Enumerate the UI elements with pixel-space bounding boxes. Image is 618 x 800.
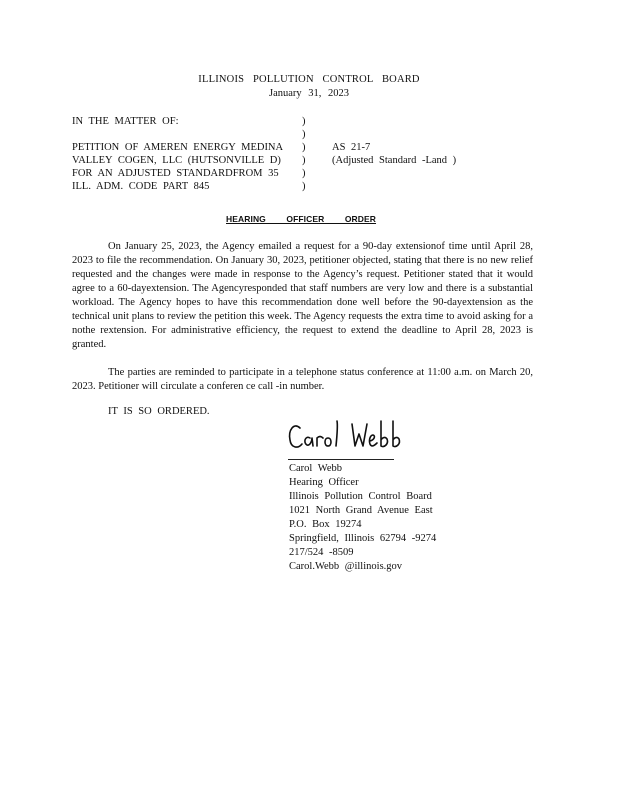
signer-po-box: P.O. Box 19274 <box>289 519 362 530</box>
caption-line: ILL. ADM. CODE PART 845 <box>72 181 210 192</box>
caption-paren: ) <box>302 142 306 153</box>
caption-paren: ) <box>302 181 306 192</box>
caption-right-line <box>332 180 512 193</box>
order-paragraph-2: The parties are reminded to participate in a telephone status conference at 11:00 a.m. on March 20, 2023. Petitioner will circulate a conferen ce call -in number. <box>72 367 533 392</box>
signature-block <box>289 462 489 574</box>
caption-right-line <box>332 167 512 180</box>
order-title: HEARING OFFICER ORDER <box>226 214 377 224</box>
document-date: January 31, 2023 <box>268 88 350 99</box>
case-type: (Adjusted Standard -Land ) <box>332 155 457 166</box>
caption-paren: ) <box>302 168 306 179</box>
case-caption-right <box>332 115 512 193</box>
order-paragraph-1: On January 25, 2023, the Agency emailed a request for a 90-day extensionof time until April 28, 2023 to file the recommendation. On January 30, 2023, petitioner objected, stating that there is no new relief requested and the changes were made in response to the Agency’s request. Petitioner stated that it would agree to a 60-dayextension. The Agencyresponded that staff numbers are very low and there is a substantial workload. The Agency hopes to have this recommendation done well before the 90-dayextension as the technical unit plans to review the petition this week. The Agency requests the extra time to avoid asking for a nothe rextension. For administrative efficiency, the request to extend the deadline to April 28, 2023 is granted. <box>72 241 533 350</box>
so-ordered: IT IS SO ORDERED. <box>108 406 210 417</box>
caption-line: VALLEY COGEN, LLC (HUTSONVILLE D) <box>72 155 281 166</box>
case-number: AS 21-7 <box>332 142 371 153</box>
caption-parentheses <box>302 115 312 193</box>
signer-organization: Illinois Pollution Control Board <box>289 491 432 502</box>
handwritten-signature <box>286 418 416 458</box>
signer-phone: 217/524 -8509 <box>289 547 354 558</box>
signature-line <box>288 459 394 460</box>
caption-line: FOR AN ADJUSTED STANDARDFROM 35 <box>72 168 279 179</box>
signer-email: Carol.Webb @illinois.gov <box>289 561 403 572</box>
signer-city: Springfield, Illinois 62794 -9274 <box>289 533 437 544</box>
caption-line: IN THE MATTER OF: <box>72 116 179 127</box>
caption-paren: ) <box>302 116 306 127</box>
caption-line: PETITION OF AMEREN ENERGY MEDINA <box>72 142 284 153</box>
case-caption-left <box>72 115 302 193</box>
caption-right-line <box>332 128 512 141</box>
signer-name: Carol Webb <box>289 463 342 474</box>
caption-paren: ) <box>302 129 306 140</box>
signer-street: 1021 North Grand Avenue East <box>289 505 433 516</box>
signer-title: Hearing Officer <box>289 477 359 488</box>
caption-line <box>72 128 302 141</box>
caption-right-line <box>332 115 512 128</box>
caption-paren: ) <box>302 155 306 166</box>
document-agency-title: ILLINOIS POLLUTION CONTROL BOARD <box>198 74 420 85</box>
